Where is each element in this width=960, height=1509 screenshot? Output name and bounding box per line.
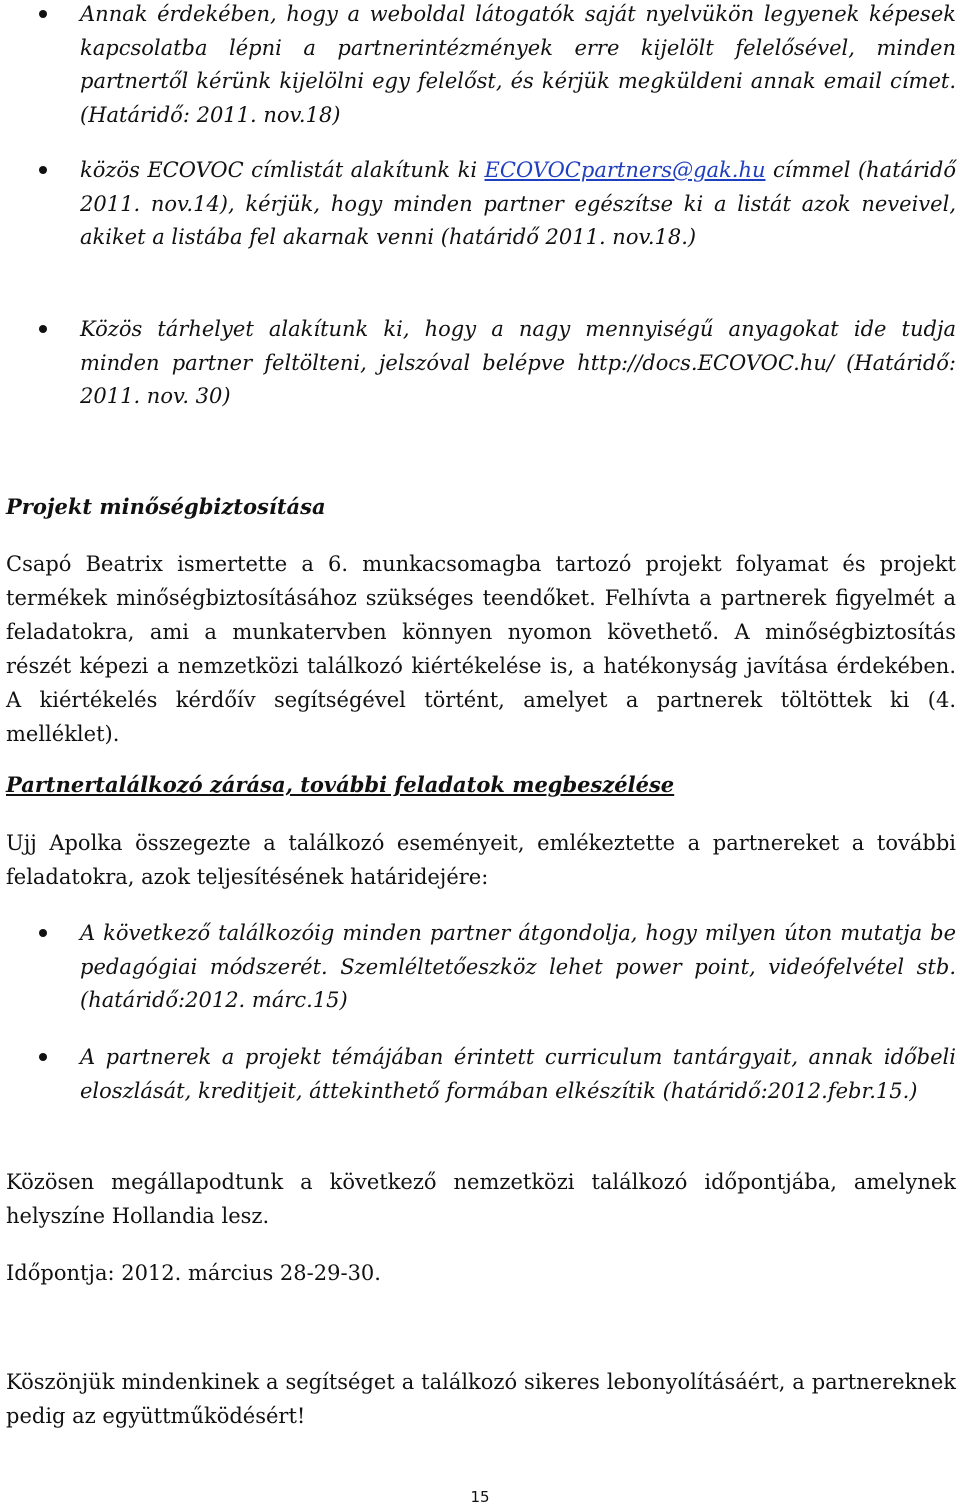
bullet-icon: [39, 1053, 47, 1061]
email-link[interactable]: ECOVOCpartners@gak.hu: [484, 158, 766, 182]
bullet-icon: [39, 325, 47, 333]
meeting-date: Időpontja: 2012. március 28-29-30.: [6, 1261, 381, 1285]
bullet-icon: [39, 929, 47, 937]
list-item: [0, 917, 960, 1018]
deadline-bullet-list: [0, 0, 960, 132]
closing-intro-paragraph: Ujj Apolka összegezte a találkozó eseményeit, emlékeztette a partnereket a további feladatokra, azok teljesítésének határidejére:: [6, 831, 956, 889]
list-item: [0, 313, 960, 414]
agreement-paragraph: Közösen megállapodtunk a következő nemzetközi találkozó időpontjába, amelynek helyszíne Hollandia lesz.: [6, 1170, 956, 1228]
page-number: 15: [470, 1488, 490, 1506]
quality-paragraph: Csapó Beatrix ismertette a 6. munkacsomagba tartozó projekt folyamat és projekt termékek minőségbiztosításához szükséges teendőket. Felhívta a partnerek figyelmét a feladatokra, ami a munkatervben könnyen nyomon követhető. A minőségbiztosítás részét képezi a nemzetközi találkozó kiértékelése is, a hatékonyság javítása érdekében. A kiértékelés kérdőív segítségével történt, amelyet a partnerek töltöttek ki (4. melléklet).: [6, 552, 956, 746]
section-heading-closing: Partnertalálkozó zárása, további feladatok megbeszélése: [6, 772, 675, 797]
deadline-bullet-list: [0, 154, 960, 255]
bullet-text: Közös tárhelyet alakítunk ki, hogy a nagy mennyiségű anyagokat ide tudja minden partner feltölteni, jelszóval belépve http://docs.ECOVOC.hu/ (Határidő: 2011. nov. 30): [80, 317, 956, 408]
task-bullet-list: [0, 917, 960, 1018]
deadline-bullet-list: [0, 313, 960, 414]
list-item: [0, 1041, 960, 1108]
bullet-text: közös ECOVOC címlistát alakítunk ki ECOVOCpartners@gak.hu címmel (határidő 2011. nov.14), kérjük, hogy minden partner egészítse ki a listát azok neveivel, akiket a listába fel akarnak venni (határidő 2011. nov.18.): [80, 158, 956, 249]
bullet-text: Annak érdekében, hogy a weboldal látogatók saját nyelvükön legyenek képesek kapcsolatba lépni a partnerintézmények erre kijelölt felelősével, minden partnertől kérünk kijelölni egy felelőst, és kérjük megküldeni annak email címet.(Határidő: 2011. nov.18): [80, 2, 956, 127]
list-item: [0, 0, 960, 132]
bullet-text: A következő találkozóig minden partner átgondolja, hogy milyen úton mutatja be pedagógiai módszerét. Szemléltetőeszköz lehet power point, videófelvétel stb.(határidő:2012. márc.15): [80, 921, 956, 1012]
thanks-paragraph: Köszönjük mindenkinek a segítséget a találkozó sikeres lebonyolításáért, a partnereknek pedig az együttműködésért!: [6, 1370, 956, 1428]
bullet-text: A partnerek a projekt témájában érintett curriculum tantárgyait, annak időbeli eloszlását, kreditjeit, áttekinthető formában elkészítik (határidő:2012.febr.15.): [80, 1045, 956, 1103]
list-item: [0, 154, 960, 255]
section-heading-quality: Projekt minőségbiztosítása: [6, 494, 326, 519]
bullet-icon: [39, 10, 47, 18]
task-bullet-list: [0, 1041, 960, 1108]
bullet-icon: [39, 166, 47, 174]
